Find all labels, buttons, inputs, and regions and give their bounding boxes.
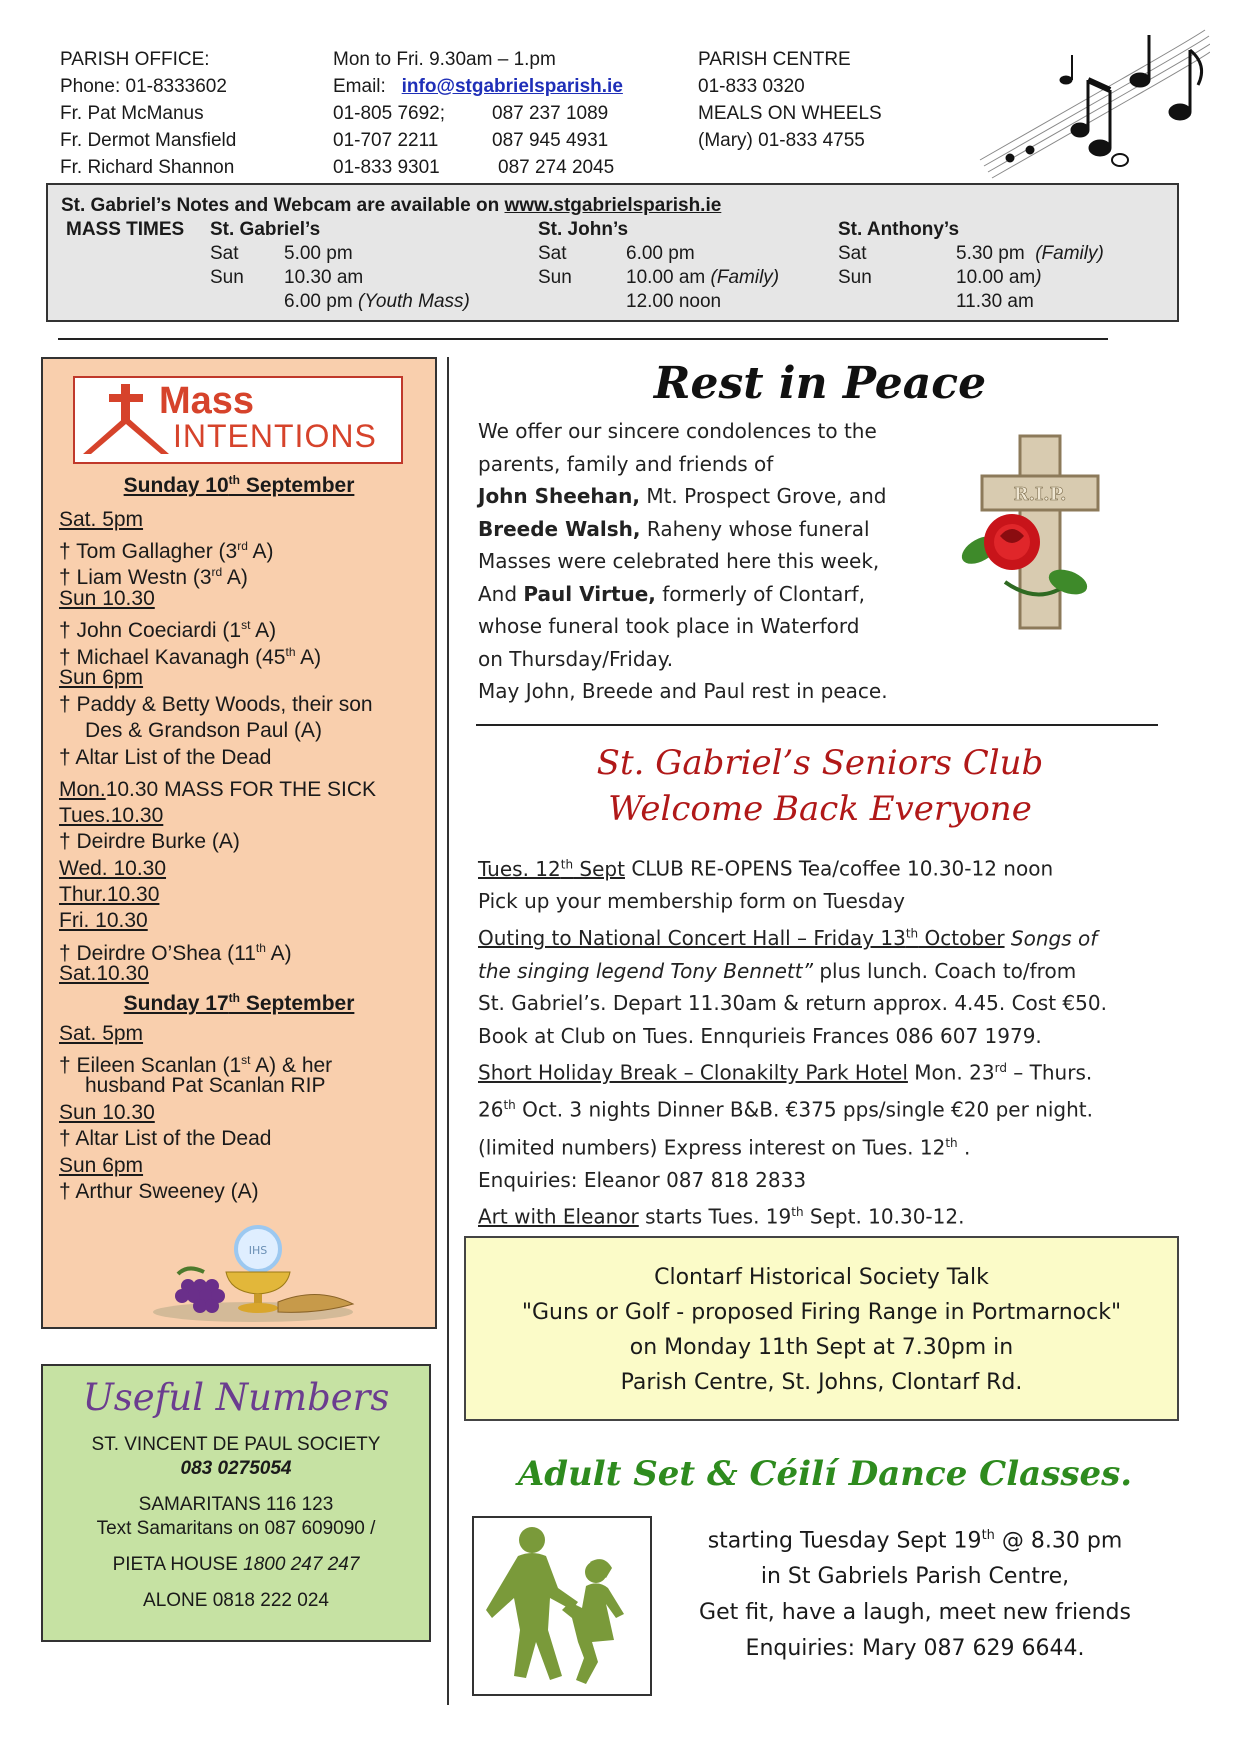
seniors-line: 26th Oct. 3 nights Dinner B&B. €375 pps/single €20 per night. [478, 1098, 1093, 1123]
header-line: Phone: 01-8333602 [60, 76, 227, 97]
mass-time: 10.00 am [626, 267, 706, 288]
office-hours: Mon to Fri. 9.30am – 1.pm [333, 49, 556, 70]
day-label: Sat [838, 243, 867, 264]
parish-office-block [60, 46, 236, 181]
svp-number: 083 0275054 [180, 1458, 292, 1479]
notes-line [61, 195, 721, 217]
mass-time: 10.30 am [284, 267, 364, 288]
chalice-monogram: IHS [248, 1244, 268, 1257]
header-line: PARISH OFFICE: [60, 49, 210, 70]
phone-line: 087 945 4931 [492, 130, 609, 151]
mass-time: 6.00 pm [284, 291, 353, 312]
event-link[interactable]: Tues. 12th Sept [478, 856, 625, 881]
dancers-image [472, 1516, 652, 1696]
rip-cross-icon [950, 432, 1140, 632]
useful-numbers-title: Useful Numbers [82, 1376, 390, 1419]
seniors-line: the singing legend Tony Bennett” plus lunch. Coach to/from [478, 958, 1077, 983]
email-label: Email: [333, 76, 386, 97]
mass-time [956, 267, 1042, 289]
rip-line: We offer our sincere condolences to the [478, 419, 877, 443]
notes-text: St. Gabriel’s Notes and Webcam are available on [61, 195, 500, 216]
rip-line: Masses were celebrated here this week, [478, 549, 880, 573]
phone-line: 087 237 1089 [492, 103, 609, 124]
mobile-phones-block [492, 100, 614, 181]
rip-line: May John, Breede and Paul rest in peace. [478, 679, 888, 703]
day-label: Sun [538, 267, 572, 288]
intention-item: husband Pat Scanlan RIP [85, 1074, 326, 1097]
mass-slot: Sun 10.30 [59, 1101, 155, 1124]
day-label: Sun [838, 267, 872, 288]
mass-time-family [626, 267, 779, 289]
intention-item: † Tom Gallagher (3rd A) [59, 539, 274, 563]
samaritans: SAMARITANS 116 123 [138, 1494, 334, 1515]
dance-title: Adult Set & Céilí Dance Classes. [517, 1454, 1133, 1494]
rip-title: Rest in Peace [653, 358, 987, 409]
rip-line: And Paul Virtue, formerly of Clontarf, [478, 581, 865, 606]
phone-line: 01-833 9301 [333, 157, 440, 178]
cross-label: R.I.P. [1013, 484, 1067, 505]
rip-line: parents, family and friends of [478, 451, 774, 476]
day-label: Sun [210, 267, 244, 288]
mass-slot: Sun 10.30 [59, 587, 155, 610]
header-line: 01-833 0320 [698, 76, 805, 97]
sunday-heading: Sunday 10th September [123, 473, 355, 497]
svp-label: ST. VINCENT DE PAUL SOCIETY [91, 1434, 381, 1455]
intention-item: † Eileen Scanlan (1st A) & her [59, 1053, 333, 1077]
day-label: Sat [210, 243, 239, 264]
rip-line: John Sheehan, Mt. Prospect Grove, and [478, 484, 887, 508]
event-link[interactable]: Art with Eleanor [478, 1204, 639, 1229]
intention-item: † Deirdre O’Shea (11th A) [59, 941, 292, 965]
seniors-line: Outing to National Concert Hall – Friday 13th October Songs of [478, 926, 1098, 951]
dance-details [670, 1518, 1160, 1667]
intention-item: † Deirdre Burke (A) [59, 830, 240, 853]
mass-slot: Thur.10.30 [59, 883, 160, 906]
mass-slot: Tues.10.30 [59, 804, 164, 827]
church-cross-icon [81, 382, 171, 460]
sunday-heading: Sunday 17th September [123, 991, 355, 1015]
seniors-line: Tues. 12th Sept CLUB RE-OPENS Tea/coffee 10.30-12 noon [478, 856, 1054, 881]
parish-centre-block [698, 46, 882, 154]
mass-time: 11.30 am [956, 291, 1034, 312]
history-line: Clontarf Historical Society Talk [654, 1265, 989, 1290]
useful-numbers-panel [41, 1364, 431, 1642]
header-line: (Mary) 01-833 4755 [698, 130, 865, 151]
church-name-gabriels: St. Gabriel’s [210, 219, 321, 240]
header-line: Fr. Dermot Mansfield [60, 130, 237, 151]
divider [476, 724, 1158, 726]
mass-note: (Family) [710, 267, 780, 288]
mass-time-youth [284, 291, 470, 313]
intention-item: † Paddy & Betty Woods, their son [59, 693, 373, 716]
church-name-anthonys: St. Anthony’s [838, 219, 960, 240]
intention-item: Des & Grandson Paul (A) [85, 719, 322, 742]
dance-line: in St Gabriels Parish Centre, [760, 1564, 1070, 1590]
mass-note: (Youth Mass) [357, 291, 470, 312]
mass-slot: Sat. 5pm [59, 508, 144, 531]
intention-item: † Michael Kavanagh (45th A) [59, 645, 322, 669]
mass-time: 5.30 pm [956, 243, 1025, 264]
seniors-line: Short Holiday Break – Clonakilty Park Hotel Mon. 23rd – Thurs. [478, 1060, 1093, 1085]
mass-time-family [956, 243, 1104, 265]
mass-slot: Wed. 10.30 [59, 857, 167, 880]
seniors-line: (limited numbers) Express interest on Tues. 12th . [478, 1135, 971, 1160]
mass-note: ) [1035, 267, 1042, 288]
intention-item: † Altar List of the Dead [59, 746, 272, 769]
seniors-title-line: Welcome Back Everyone [608, 789, 1032, 829]
seniors-title [470, 740, 1170, 832]
dance-line: starting Tuesday Sept 19th @ 8.30 pm [707, 1528, 1123, 1554]
history-line: Parish Centre, St. Johns, Clontarf Rd. [620, 1370, 1023, 1395]
seniors-line: Pick up your membership form on Tuesday [478, 889, 905, 914]
mass-times-box [46, 183, 1179, 322]
church-name-johns: St. John’s [538, 219, 629, 240]
divider [58, 338, 1108, 340]
seniors-text [478, 848, 1107, 1233]
header-line: Fr. Pat McManus [60, 103, 204, 124]
website-link[interactable]: www.stgabrielsparish.ie [504, 195, 722, 216]
header-line: MEALS ON WHEELS [698, 103, 882, 124]
column-divider [447, 357, 449, 1705]
dance-line: Enquiries: Mary 087 629 6644. [745, 1636, 1085, 1662]
rip-line: Breede Walsh, Raheny whose funeral [478, 516, 870, 541]
header-line: PARISH CENTRE [698, 49, 851, 70]
mass-slot: Sat.10.30 [59, 962, 149, 985]
intention-item: † Arthur Sweeney (A) [59, 1180, 259, 1203]
mass-time: 5.00 pm [284, 243, 353, 264]
dance-line: Get fit, have a laugh, meet new friends [699, 1600, 1131, 1626]
samaritans-text: Text Samaritans on 087 609090 / [96, 1518, 376, 1539]
phone-line: 01-707 2211 [333, 130, 439, 151]
intention-item: † Liam Westn (3rd A) [59, 565, 248, 589]
rip-line: whose funeral took place in Waterford [478, 614, 860, 638]
header-line: Fr. Richard Shannon [60, 157, 235, 178]
rip-line: on Thursday/Friday. [478, 646, 674, 671]
mass-slot: Sun 6pm [59, 1154, 144, 1177]
history-line: on Monday 11th Sept at 7.30pm in [629, 1335, 1014, 1360]
logo-word-intentions: INTENTIONS [173, 418, 377, 454]
mass-note: (Family) [1035, 243, 1104, 264]
logo-word-mass: Mass [159, 380, 255, 422]
mass-time: 10.00 am [956, 267, 1036, 288]
historical-society-box [464, 1236, 1179, 1421]
chalice-icon [148, 1224, 358, 1324]
dancers-icon [474, 1518, 650, 1694]
intention-item: † John Coeciardi (1st A) [59, 618, 277, 642]
history-line: "Guns or Golf - proposed Firing Range in Portmarnock" [521, 1300, 1122, 1325]
seniors-line: Book at Club on Tues. Ennqurieis Frances 086 607 1979. [478, 1023, 1042, 1048]
mass-slot: Sun 6pm [59, 666, 144, 689]
seniors-line: Enquiries: Eleanor 087 818 2833 [478, 1167, 807, 1192]
mass-intentions-panel [41, 357, 437, 1329]
seniors-line: St. Gabriel’s. Depart 11.30am & return approx. 4.45. Cost €50. [478, 991, 1107, 1016]
phone-line: 01-805 7692; [333, 103, 445, 124]
day-label: Sat [538, 243, 567, 264]
music-notes-icon [970, 20, 1210, 180]
mass-time: 6.00 pm [626, 243, 695, 264]
mass-times-label: MASS TIMES [66, 219, 185, 240]
alone: ALONE 0818 222 024 [143, 1590, 329, 1611]
mass-intentions-logo [73, 376, 403, 464]
email-link[interactable]: info@stgabrielsparish.ie [401, 76, 623, 97]
mass-time: 12.00 noon [626, 291, 722, 312]
pieta-house: PIETA HOUSE 1800 247 247 [112, 1554, 360, 1575]
seniors-title-line: St. Gabriel’s Seniors Club [596, 743, 1044, 783]
phone-line: 087 274 2045 [498, 157, 615, 178]
mass-slot: Fri. 10.30 [59, 909, 148, 932]
event-link[interactable]: Outing to National Concert Hall – Friday 13th October [478, 926, 1005, 951]
mass-slot: Mon.10.30 MASS FOR THE SICK [59, 778, 377, 801]
mass-slot: Sat. 5pm [59, 1022, 144, 1045]
rip-text [478, 415, 888, 708]
event-link[interactable]: Short Holiday Break – Clonakilty Park Hotel [478, 1060, 908, 1085]
intention-item: † Altar List of the Dead [59, 1127, 272, 1150]
seniors-line: Art with Eleanor starts Tues. 19th Sept. 10.30-12. [478, 1204, 965, 1229]
